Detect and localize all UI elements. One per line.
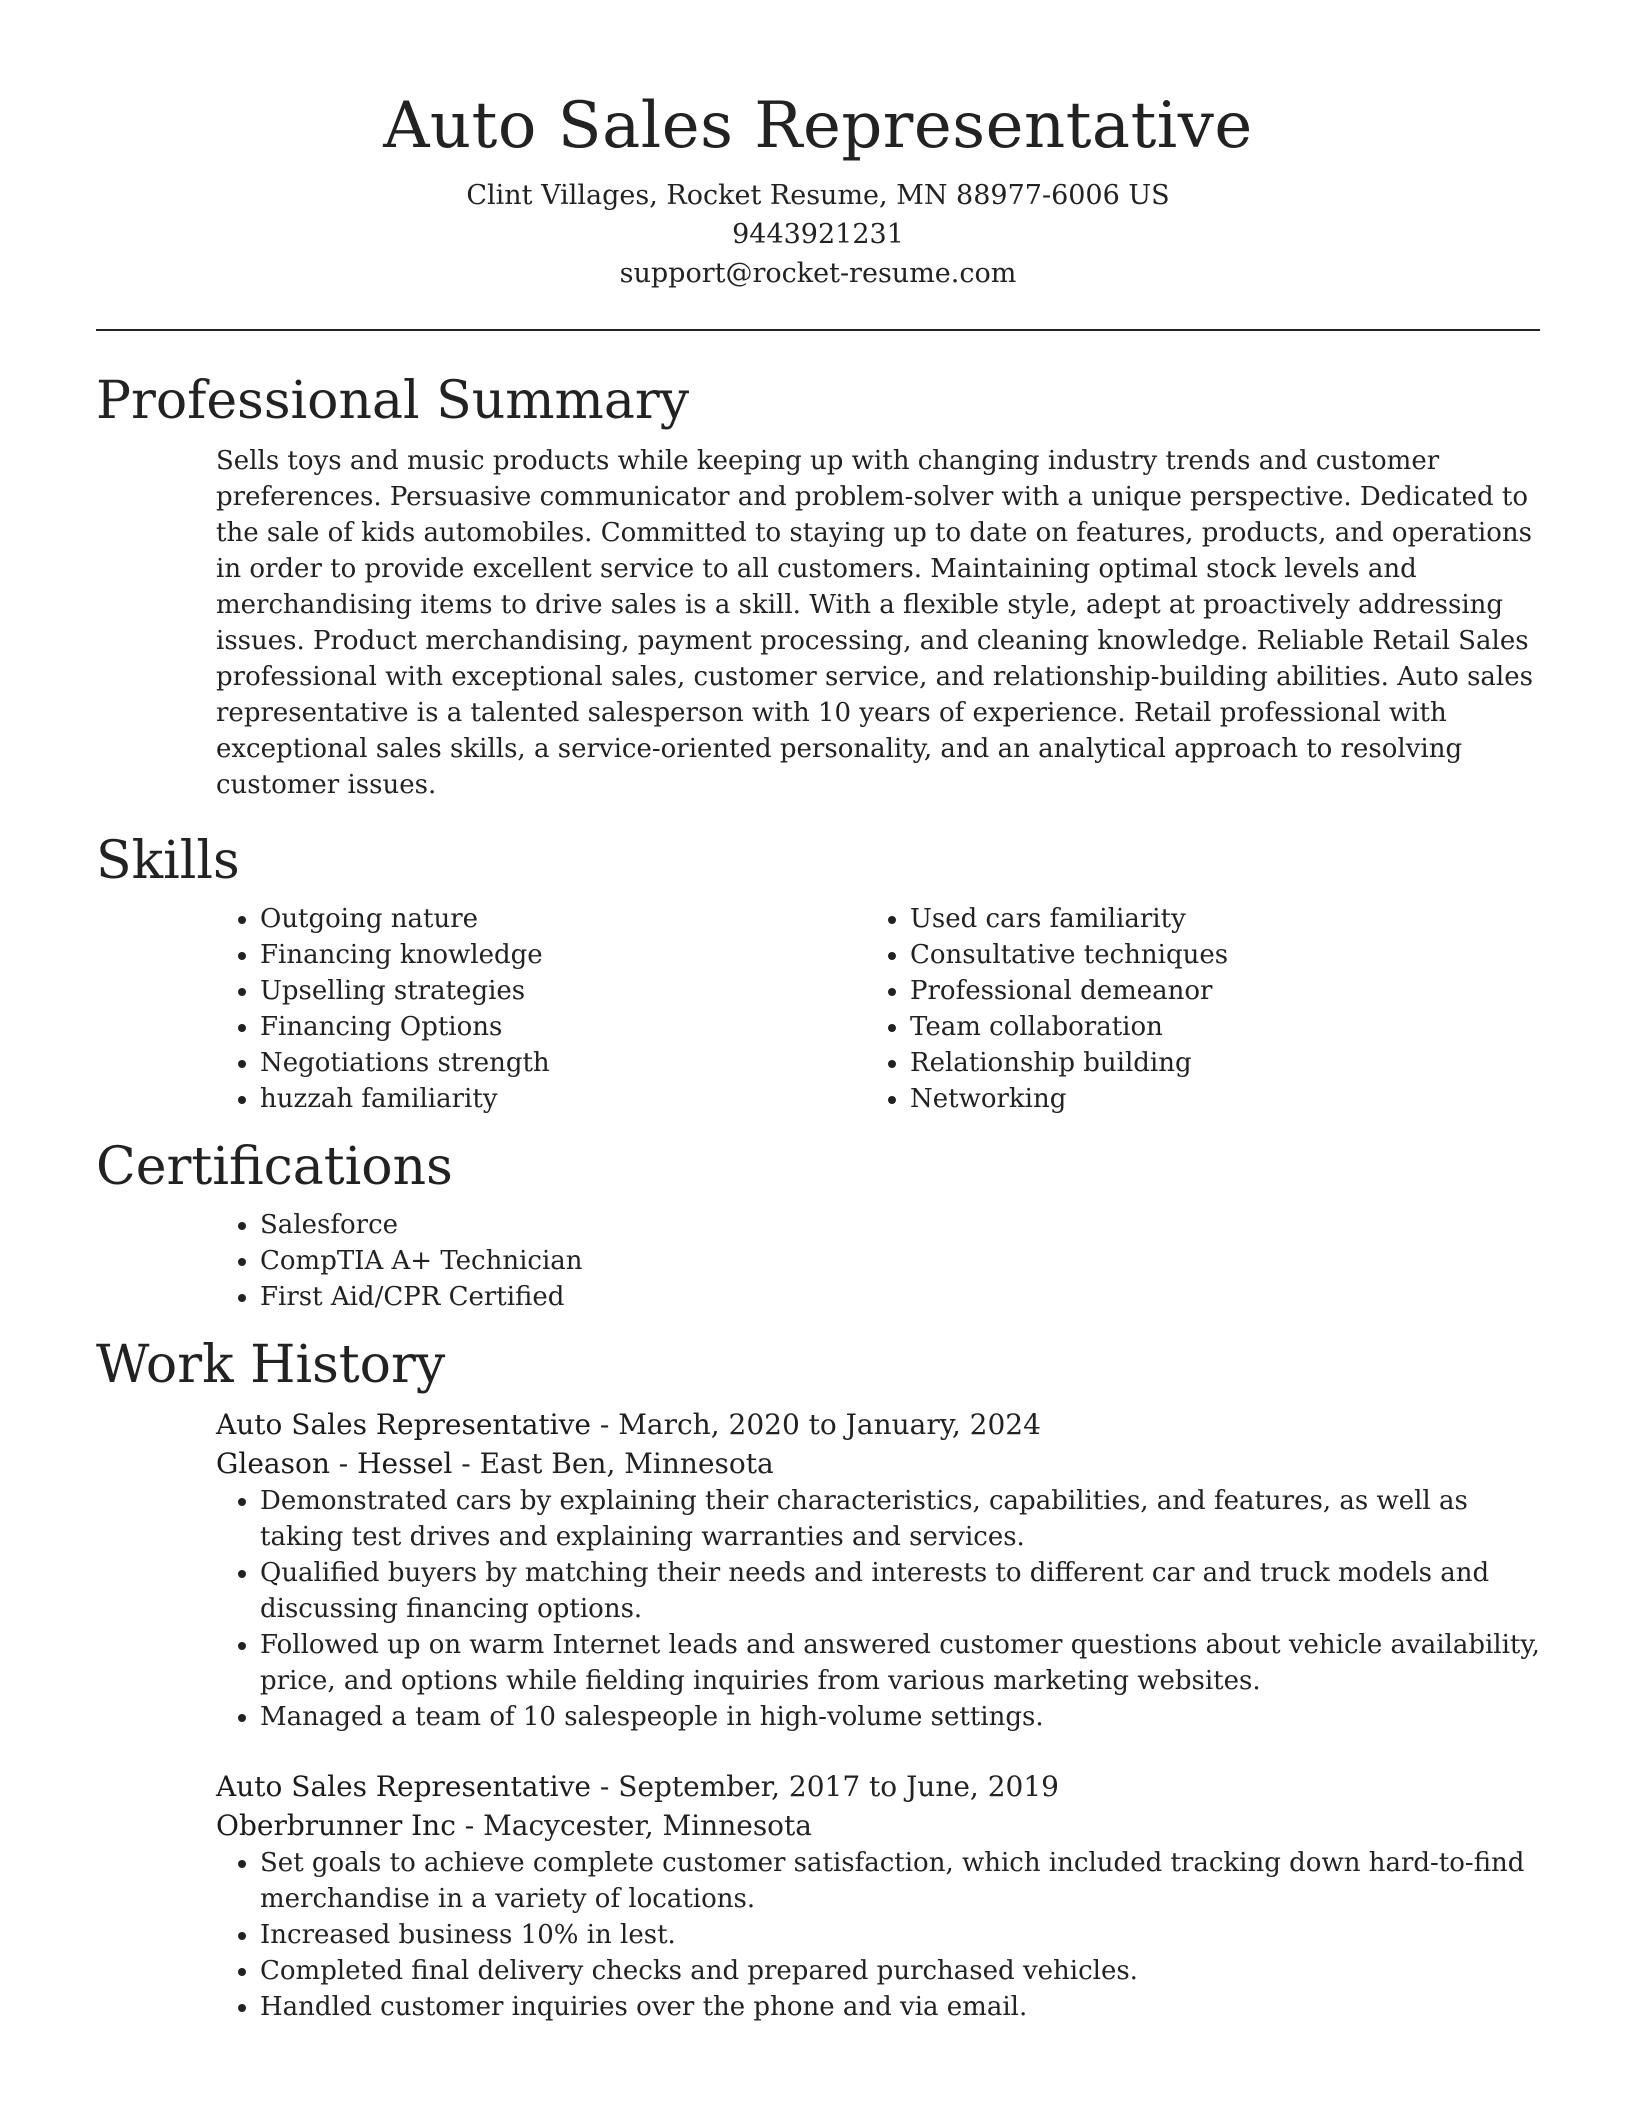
skill-item: • Networking xyxy=(910,1081,1516,1117)
job-company: Gleason - Hessel xyxy=(216,1447,453,1480)
skill-item: • Outgoing nature xyxy=(260,901,866,937)
certification-item: • CompTIA A+ Technician xyxy=(260,1243,1540,1279)
job-bullet: • Qualified buyers by matching their needs and interests to different car and truck models and discussing financing options. xyxy=(260,1555,1540,1627)
skills-column-left xyxy=(216,901,866,1117)
contact-email: support@rocket-resume.com xyxy=(619,258,1017,289)
job-title-line xyxy=(216,1405,1540,1444)
resume-name: Auto Sales Representative xyxy=(383,89,1253,163)
skill-item: • Consultative techniques xyxy=(910,937,1516,973)
job-title-line xyxy=(216,1767,1540,1806)
contact-block xyxy=(96,176,1540,293)
job-bullet: • Demonstrated cars by explaining their characteristics, capabilities, and features, as well as taking test drives and explaining warranties and services. xyxy=(260,1483,1540,1555)
job-bullet: • Followed up on warm Internet leads and answered customer questions about vehicle availability, price, and options while fielding inquiries from various marketing websites. xyxy=(260,1627,1540,1699)
certifications-list xyxy=(216,1207,1540,1315)
certifications-heading: Certifications xyxy=(96,1137,453,1197)
job-bullet: • Managed a team of 10 salespeople in high-volume settings. xyxy=(260,1699,1540,1735)
job-location: - Macycester, Minnesota xyxy=(455,1809,812,1842)
contact-address: Clint Villages, Rocket Resume, MN 88977-6006 US xyxy=(466,180,1170,211)
job-company-line xyxy=(216,1444,1540,1483)
job-bullets xyxy=(216,1483,1540,1735)
job-entry xyxy=(216,1405,1540,1735)
job-role: Auto Sales Representative xyxy=(216,1770,591,1803)
job-company: Oberbrunner Inc xyxy=(216,1809,456,1842)
job-company-line xyxy=(216,1806,1540,1845)
job-bullet: • Set goals to achieve complete customer satisfaction, which included tracking down hard-to-find merchandise in a variety of locations. xyxy=(260,1845,1540,1917)
skill-item: • Used cars familiarity xyxy=(910,901,1516,937)
skill-item: • Negotiations strength xyxy=(260,1045,866,1081)
job-dates: - September, 2017 to June, 2019 xyxy=(590,1770,1059,1803)
job-dates: - March, 2020 to January, 2024 xyxy=(590,1408,1041,1441)
skills-heading: Skills xyxy=(96,831,240,891)
resume-header xyxy=(96,0,1540,293)
skill-item: • Financing Options xyxy=(260,1009,866,1045)
skill-item: • Relationship building xyxy=(910,1045,1516,1081)
job-bullets xyxy=(216,1845,1540,2025)
header-divider xyxy=(96,329,1540,331)
skill-item: • Team collaboration xyxy=(910,1009,1516,1045)
certification-item: • Salesforce xyxy=(260,1207,1540,1243)
resume-page xyxy=(96,0,1540,2025)
summary-text: Sells toys and music products while keeping up with changing industry trends and customer preferences. Persuasive communicator and problem-solver with a unique perspective. Dedicated to the sale of kids automobiles. Committed to staying up to date on features, products, and operations in order to provide excellent service to all customers. Maintaining optimal stock levels and merchandising items to drive sales is a skill. With a flexible style, adept at proactively addressing issues. Product merchandising, payment processing, and cleaning knowledge. Reliable Retail Sales professional with exceptional sales, customer service, and relationship-building abilities. Auto sales representative is a talented salesperson with 10 years of experience. Retail professional with exceptional sales skills, a service-oriented personality, and an analytical approach to resolving customer issues. xyxy=(216,446,1533,800)
skill-item: • huzzah familiarity xyxy=(260,1081,866,1117)
job-bullet: • Handled customer inquiries over the phone and via email. xyxy=(260,1989,1540,2025)
skills-column-right xyxy=(866,901,1516,1117)
skill-item: • Professional demeanor xyxy=(910,973,1516,1009)
job-bullet: • Completed final delivery checks and prepared purchased vehicles. xyxy=(260,1953,1540,1989)
work-history-heading: Work History xyxy=(96,1335,446,1395)
skill-item: • Financing knowledge xyxy=(260,937,866,973)
job-location: - East Ben, Minnesota xyxy=(452,1447,774,1480)
summary-heading: Professional Summary xyxy=(96,371,690,431)
job-entry xyxy=(216,1767,1540,2025)
contact-phone: 9443921231 xyxy=(732,219,904,250)
skills-list xyxy=(216,901,1540,1117)
job-role: Auto Sales Representative xyxy=(216,1408,591,1441)
job-bullet: • Increased business 10% in lest. xyxy=(260,1917,1540,1953)
skill-item: • Upselling strategies xyxy=(260,973,866,1009)
certification-item: • First Aid/CPR Certified xyxy=(260,1279,1540,1315)
